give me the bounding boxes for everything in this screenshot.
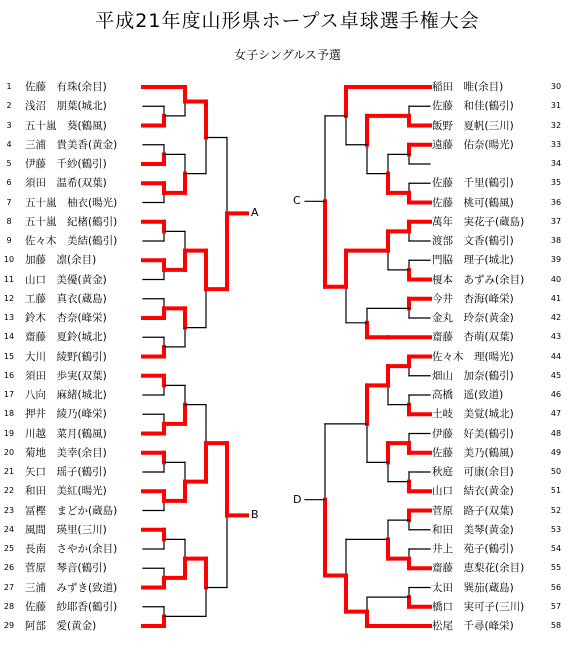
entry-number: 45: [550, 370, 562, 380]
player-name: 高橋 遥(致道): [432, 389, 504, 401]
block-label: A: [251, 206, 259, 220]
player-name: 伊藤 好美(鶴引): [432, 427, 514, 440]
player-name: 加藤 凛(余目): [25, 254, 97, 267]
entry-number: 24: [3, 524, 15, 534]
entry-number: 6: [6, 178, 12, 188]
block-label: D: [293, 492, 302, 506]
entry-number: 29: [3, 621, 15, 630]
entry-number: 33: [550, 139, 562, 149]
player-name: 山口 結衣(黄金): [432, 485, 514, 498]
player-name: 三浦 みずき(致道): [25, 581, 118, 594]
entry-number: 21: [3, 467, 15, 476]
entry-number: 14: [3, 332, 15, 342]
player-name: 榎本 あずみ(余目): [432, 273, 525, 286]
player-name: 工藤 真衣(蔵島): [25, 292, 107, 305]
entry-number: 31: [550, 101, 562, 111]
entry-number: 17: [3, 390, 15, 399]
entry-number: 13: [3, 313, 15, 322]
player-name: 三浦 貴美香(黄金): [25, 138, 118, 151]
entry-number: 36: [550, 197, 562, 207]
player-name: 須田 歩実(双葉): [25, 369, 107, 382]
entry-number: 4: [6, 139, 12, 149]
player-name: 阿部 愛(黄金): [25, 620, 97, 632]
entry-number: 37: [550, 216, 562, 226]
player-name: 浅沼 朋葉(城北): [25, 100, 107, 113]
entry-number: 16: [3, 370, 15, 380]
entry-number: 32: [550, 120, 562, 130]
entry-number: 53: [550, 524, 562, 534]
entry-number: 22: [3, 486, 15, 496]
entry-number: 9: [6, 236, 12, 245]
entry-number: 51: [550, 486, 562, 496]
player-name: 齋藤 杏萌(双葉): [432, 331, 514, 344]
player-name: 飯野 夏帆(三川): [432, 119, 514, 132]
player-name: 和田 美紅(暘光): [25, 485, 107, 498]
player-name: 秋庭 可康(余目): [432, 466, 514, 478]
player-name: 遠藤 佑奈(暘光): [432, 138, 514, 151]
entry-number: 1: [6, 82, 12, 91]
player-name: 佐藤 和佳(鶴引): [432, 100, 514, 113]
entry-number: 18: [3, 409, 15, 419]
player-name: 齋藤 恵梨花(余目): [432, 562, 525, 575]
player-name: 五十嵐 葵(鶴風): [25, 119, 107, 132]
block-label: B: [251, 508, 259, 522]
entry-number: 3: [6, 120, 12, 130]
player-name: 大川 綾野(鶴引): [25, 350, 107, 363]
player-name: 伊藤 千紗(鶴引): [25, 158, 107, 170]
player-name: 佐藤 紗耶香(鶴引): [25, 600, 118, 613]
player-name: 八向 麻緒(城北): [25, 389, 107, 401]
player-name: 松尾 千尋(峰栄): [432, 620, 514, 632]
entry-number: 55: [550, 563, 562, 573]
player-name: 今井 杏海(峰栄): [432, 292, 514, 305]
player-name: 門脇 理子(城北): [432, 254, 514, 267]
player-name: 畑山 加奈(鶴引): [432, 369, 514, 382]
player-name: 橋口 実可子(三川): [432, 600, 525, 613]
player-name: 稲田 唯(余目): [432, 81, 504, 93]
player-name: 冨樫 まどか(蔵島): [25, 504, 118, 517]
player-name: 川越 菜月(鶴風): [25, 427, 107, 440]
player-name: 風間 瑛里(三川): [25, 523, 107, 536]
player-name: 和田 美琴(黄金): [432, 523, 514, 536]
player-name: 須田 温希(双葉): [25, 177, 107, 190]
entry-number: 43: [550, 332, 562, 342]
player-name: 佐藤 有珠(余目): [25, 81, 107, 93]
player-name: 佐藤 桃可(鶴風): [432, 196, 514, 209]
entry-number: 27: [3, 582, 15, 592]
player-name: 太田 巽茄(蔵島): [432, 581, 514, 594]
entry-number: 25: [3, 544, 15, 553]
entry-number: 50: [550, 467, 562, 476]
entry-number: 49: [550, 447, 562, 457]
entry-number: 12: [3, 293, 15, 303]
player-name: 佐藤 千里(鶴引): [432, 177, 514, 190]
entry-number: 11: [3, 274, 15, 284]
player-name: 長南 さやか(余目): [25, 543, 118, 555]
player-name: 押井 綾乃(峰栄): [25, 408, 107, 421]
player-name: 渡部 文香(鶴引): [432, 235, 514, 247]
entry-number: 38: [550, 236, 562, 245]
block-label: C: [293, 194, 301, 208]
player-name: 矢口 瑶子(鶴引): [25, 466, 107, 478]
player-name: 齋藤 夏鈴(城北): [25, 331, 107, 344]
entry-number: 47: [550, 409, 562, 419]
player-name: 佐々木 美結(鶴引): [25, 235, 118, 247]
player-name: 佐々木 理(暘光): [432, 350, 514, 363]
entry-number: 10: [3, 255, 15, 265]
entry-number: 46: [550, 390, 562, 399]
entry-number: 41: [550, 293, 562, 303]
entry-number: 40: [550, 274, 562, 284]
entry-number: 54: [550, 544, 562, 553]
player-name: 五十嵐 紀楮(鶴引): [25, 215, 118, 228]
entry-number: 15: [3, 351, 15, 361]
player-name: 金丸 玲奈(黄金): [432, 312, 514, 324]
player-name: 山口 美優(黄金): [25, 273, 107, 286]
player-name: 五十嵐 柚衣(暘光): [25, 196, 118, 209]
entry-number: 42: [550, 313, 562, 322]
entry-number: 28: [3, 601, 15, 611]
entry-number: 39: [550, 255, 562, 265]
entry-number: 7: [6, 197, 12, 207]
entry-number: 58: [550, 621, 562, 630]
player-name: 井上 苑子(鶴引): [432, 543, 514, 555]
entry-number: 26: [3, 563, 15, 573]
player-name: 土岐 美覚(城北): [432, 408, 514, 421]
player-name: 萬年 実花子(蔵島): [432, 215, 525, 228]
event-subtitle: 女子シングルス予選: [234, 48, 341, 62]
entry-number: 34: [550, 159, 562, 168]
player-name: 佐藤 美乃(鶴風): [432, 446, 514, 459]
entry-number: 20: [3, 447, 15, 457]
entry-number: 57: [550, 601, 562, 611]
player-name: 鈴木 杏奈(峰栄): [25, 312, 107, 324]
entry-number: 5: [6, 159, 12, 168]
player-name: 菅原 路子(双葉): [432, 504, 514, 517]
entry-number: 23: [3, 505, 15, 515]
page-title: 平成21年度山形県ホープス卓球選手権大会: [95, 10, 480, 32]
entry-number: 30: [550, 82, 562, 91]
entry-number: 35: [550, 178, 562, 188]
player-name: 菊地 美幸(余目): [25, 446, 107, 459]
entry-number: 8: [6, 216, 12, 226]
entry-number: 56: [550, 582, 562, 592]
entry-number: 19: [3, 428, 15, 438]
player-name: 菅原 琴音(鶴引): [25, 562, 107, 575]
entry-number: 44: [550, 351, 562, 361]
entry-number: 48: [550, 428, 562, 438]
entry-number: 52: [550, 505, 562, 515]
entry-number: 2: [6, 101, 12, 111]
